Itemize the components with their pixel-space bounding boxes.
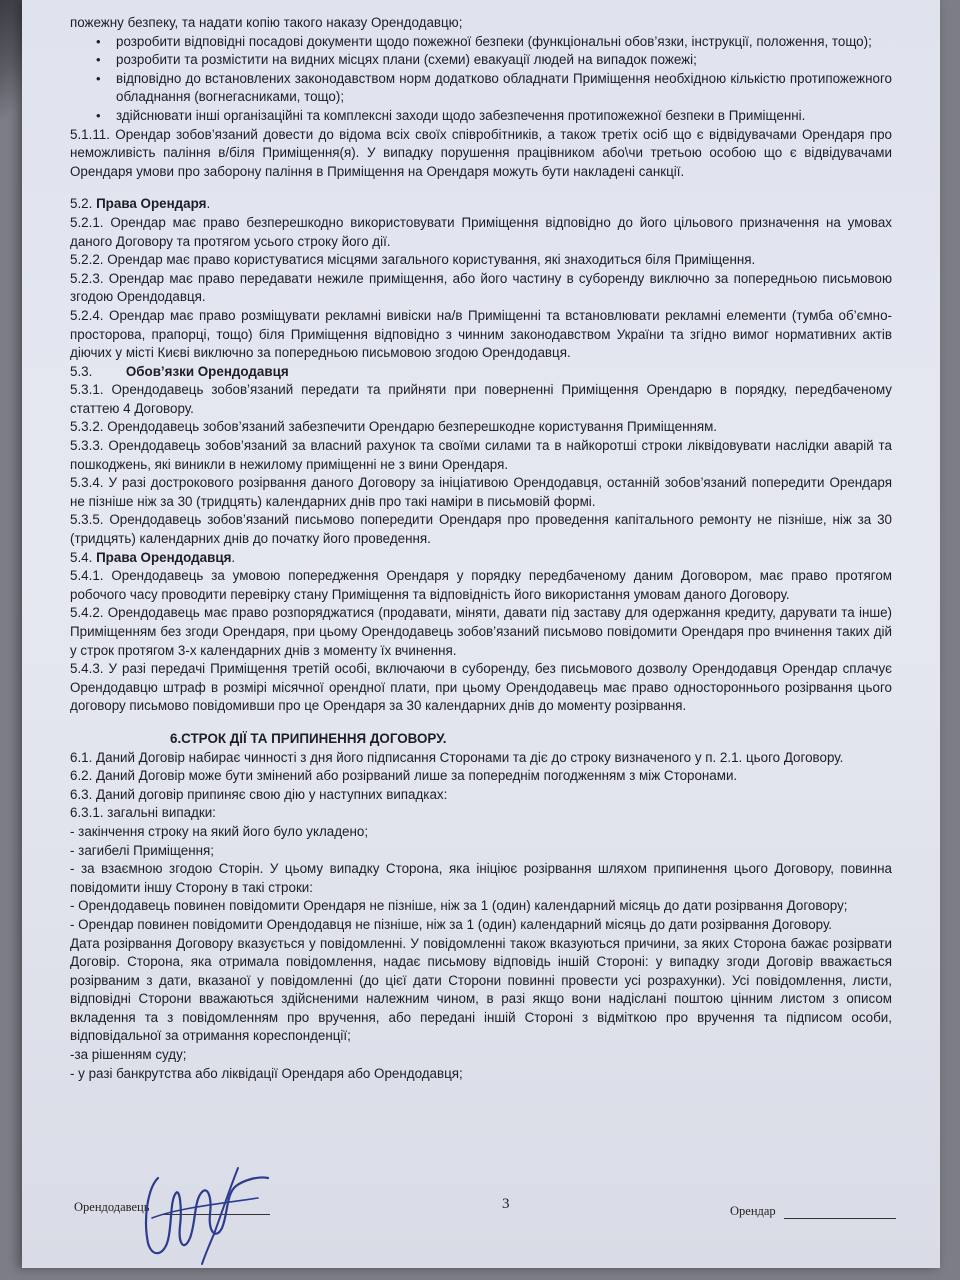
bullet-item: • здійснювати інші організаційні та комплексні заходи щодо забезпечення протипожежної безпеки в Приміщенні. xyxy=(70,107,892,126)
heading-5-2 xyxy=(70,195,892,214)
heading-title: Обов’язки Орендодавця xyxy=(125,363,289,379)
clause-5-2-3: 5.2.3. Орендар має право передавати нежиле приміщення, або його частину в суборенду виключно за попередньою письмовою згодою Орендодавця. xyxy=(70,270,892,305)
heading-title: Права Орендаря xyxy=(96,196,207,212)
heading-number: 5.4. xyxy=(70,549,97,565)
clause-6-2: 6.2. Даний Договір може бути змінений або розірваний лише за попереднім погодженням з між Сторонами. xyxy=(70,768,738,784)
text-line: пожежну безпеку, та надати копію такого наказу Орендодавцю; xyxy=(70,15,463,30)
clause-5-4-3: 5.4.3. У разі передачі Приміщення третій особі, включаючи в суборенду, без письмового дозволу Орендодавця Орендар сплачує Орендодавцю штраф в розмірі місячної орендної плати, при цьому Орендодавець має право одностороннього розірвання цього договору письмово повідомивши про це Орендаря за 30 календарних днів до моменту розірвання. xyxy=(70,661,892,714)
bullet-item: • відповідно до встановлених законодавством норм додатково обладнати Приміщення необхідною кількістю протипожежного обладнання (вогнегасниками, тощо); xyxy=(70,70,892,107)
heading-number: 5.2. xyxy=(70,196,97,212)
dash-item: - за взаємною згодою Сторін. У цьому випадку Сторона, яка ініціює розірвання шляхом припинення цього Договору, повинна повідомити іншу Сторону в такі строки: xyxy=(70,861,892,895)
document-body xyxy=(70,14,892,1083)
document-page xyxy=(22,0,940,1268)
dash-item: - у разі банкрутства або ліквідації Орендаря або Орендодавця; xyxy=(70,1065,463,1081)
heading-number: 5.3. xyxy=(70,363,126,379)
clause-5-3-2: 5.3.2. Орендодавець зобов’язаний забезпечити Орендарю безперешкодне користування Приміщенням. xyxy=(70,419,718,435)
heading-dot: . xyxy=(231,549,236,565)
landlord-label: Орендодавець xyxy=(74,1200,150,1214)
clause-6-3: 6.3. Даний договір припиняє свою дію у наступних випадках: xyxy=(70,786,448,802)
clause-5-4-1: 5.4.1. Орендодавець за умовою попередження Орендаря у порядку передбаченому даним Договором, має право протягом робочого часу проводити перевірку стану Приміщення та відповідність його використання умовам даного Договору. xyxy=(70,568,892,602)
tenant-label: Орендар xyxy=(730,1204,776,1218)
clause-5-3-5: 5.3.5. Орендодавець зобов’язаний письмово попередити Орендаря про проведення капітального ремонту не пізніше, ніж за 30 (тридцять) календарних днів до початку його проведення. xyxy=(70,512,892,547)
clause-6-1: 6.1. Даний Договір набирає чинності з дня його підписання Сторонами та діє до строку визначеного у п. 2.1. цього Договору. xyxy=(70,749,844,765)
clause-5-2-1: 5.2.1. Орендар має право безперешкодно використовувати Приміщення відповідно до його цільового призначення на умовах даного Договору та протягом усього строку його дії. xyxy=(70,214,892,249)
clause-6-3-1: 6.3.1. загальні випадки: xyxy=(70,805,216,821)
heading-dot: . xyxy=(206,196,211,212)
clause-5-3-4: 5.3.4. У разі дострокового розірвання даного Договору за ініціативою Орендодавця, останній зобов’язаний попередити Орендаря не пізніше ніж за 30 (тридцять) календарних днів про такі наміри в письмовій формі. xyxy=(70,475,892,509)
clause-5-3-3: 5.3.3. Орендодавець зобов’язаний за власний рахунок та своїми силами та в найкоротші строки ліквідовувати наслідки аварій та пошкоджень, які виникли в нежилому приміщенні не з вини Орендаря. xyxy=(70,438,892,472)
bullet-item: • розробити та розмістити на видних місцях плани (схеми) евакуації людей на випадок пожежі; xyxy=(70,51,892,70)
clause-5-2-2: 5.2.2. Орендар має право користуватися місцями загального користування, які знаходиться біля Приміщення. xyxy=(70,252,756,268)
dash-item: - Орендодавець повинен повідомити Орендаря не пізніше, ніж за 1 (один) календарний місяць до дати розірвання Договору; xyxy=(70,898,848,914)
heading-title: Права Орендодавця xyxy=(96,549,232,565)
dash-item: - закінчення строку на який його було укладено; xyxy=(70,823,369,839)
handwritten-signature xyxy=(118,1148,298,1268)
clause-5-2-4: 5.2.4. Орендар має право розміщувати рекламні вивіски на/в Приміщенні та встановлювати рекламні елементи (тумба об’ємно-просторова, прапорці, тощо) біля Приміщення відповідно з чинним законодавством України та згідно вимог нормативних актів діючих у місті Києві виключно за попередньою письмовою згодою Орендодавця. xyxy=(70,307,892,361)
dash-item: - Орендар повинен повідомити Орендодавця не пізніше, ніж за 1 (один) календарний місяць до дати розірвання Договору. xyxy=(70,916,833,932)
page-number: 3 xyxy=(502,1196,510,1212)
dash-item: -за рішенням суду; xyxy=(70,1047,187,1063)
termination-notice-paragraph: Дата розірвання Договору вказується у повідомленні. У повідомленні також вказуються причини, за яких Сторона бажає розірвати Договір. Сторона, яка отримала повідомлення, надає письмову відповідь іншій Стороні: у випадку згоди Договір вважається розірваним з дати, вказаної у повідомленні (до цієї дати Сторони повинні провести усі розрахунки). Усі повідомлення, листи, відповідні Сторони вважаються здійсненими належним чином, в разі якщо вони надіслані поштою цінним листом з описом вкладення та з повідомленням про вручення, або передані іншій Стороні з відміткою про вручення та підписом особи, відповідальної за отримання кореспонденції; xyxy=(70,935,892,1044)
clause-5-1-11: 5.1.11. Орендар зобов’язаний довести до відома всіх своїх співробітників, а також третіх осіб що є відвідувачами Орендаря про неможливість паління в/біля Приміщення(я). У випадку порушення працівником або\чи третьою особою що є відвідувачами Орендаря умови про заборону паління в Приміщення на Орендаря можуть бути накладені санкції. xyxy=(70,126,892,179)
section-6-title: 6.СТРОК ДІЇ ТА ПРИПИНЕННЯ ДОГОВОРУ. xyxy=(170,730,447,746)
clause-5-4-2: 5.4.2. Орендодавець має право розпоряджатися (продавати, міняти, давати під заставу для одержання кредиту, дарувати та інше) Приміщенням без згоди Орендаря, при цьому Орендодавець зобов’язаний письмово повідомити Орендаря про вчинення таких дій у строк протягом 3-х календарних днів з моменту їх вчинення. xyxy=(70,605,892,658)
heading-5-4 xyxy=(70,549,892,568)
clause-5-3-1: 5.3.1. Орендодавець зобов’язаний передати та прийняти при поверненні Приміщення Орендарю в порядку, передбаченому статтею 4 Договору. xyxy=(70,382,892,416)
tenant-signature-line xyxy=(784,1218,896,1219)
bullet-item: • розробити відповідні посадові документи щодо пожежної безпеки (функціональні обов’язки, інструкції, положення, тощо); xyxy=(70,33,892,52)
dash-item: - загибелі Приміщення; xyxy=(70,842,214,858)
heading-5-3 xyxy=(70,363,892,382)
